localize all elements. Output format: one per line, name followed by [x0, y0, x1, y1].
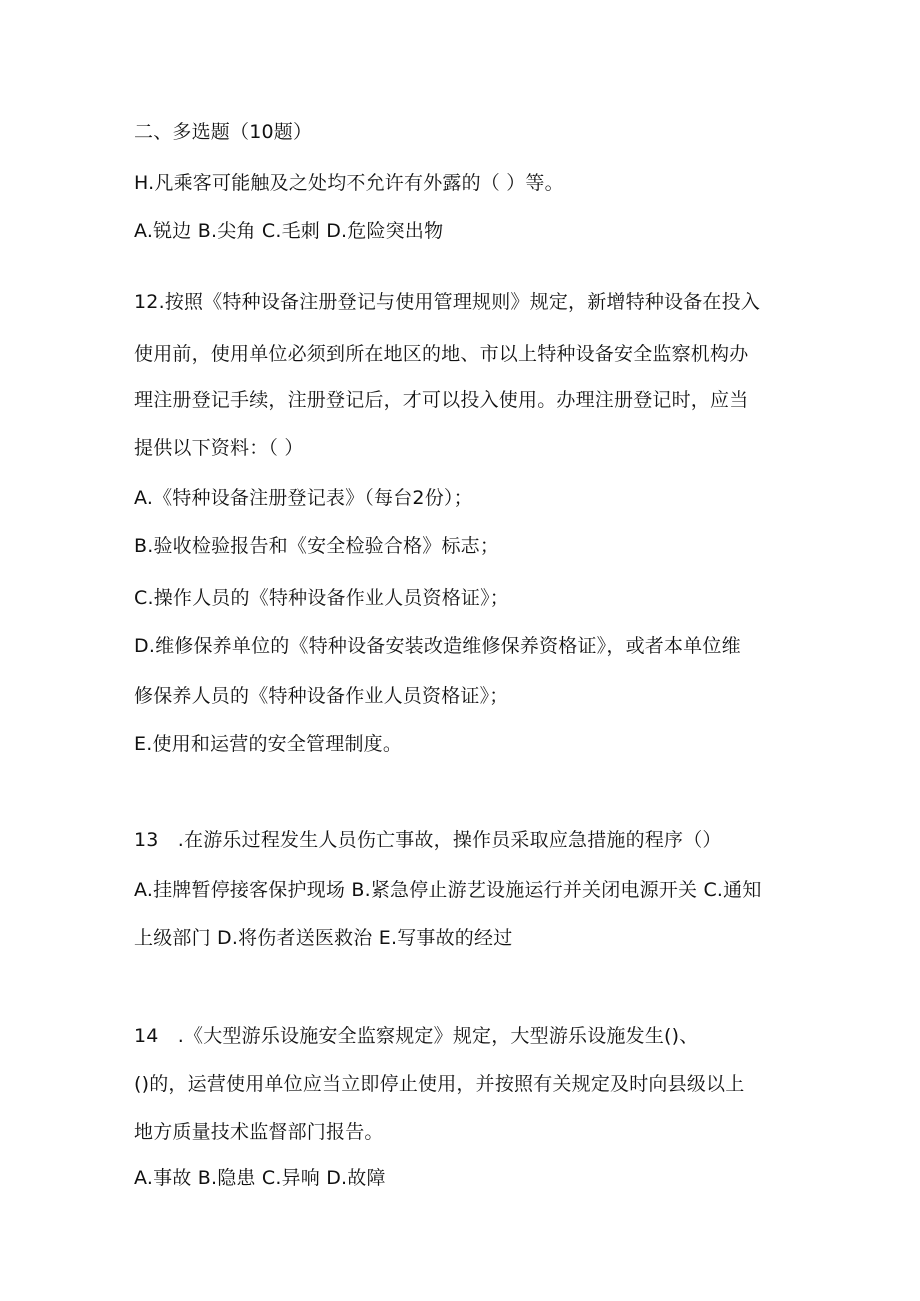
q12-stem-line-4: 提供以下资料：（ ）	[134, 437, 304, 459]
q12-option-d-line-2: 修保养人员的《特种设备作业人员资格证》；	[134, 685, 509, 707]
q14-stem-line-3: 地方质量技术监督部门报告。	[134, 1121, 384, 1143]
q14-options: A.事故 B.隐患 C.异响 D.故障	[134, 1167, 386, 1189]
q12-stem-line-3: 理注册登记手续，注册登记后，才可以投入使用。办理注册登记时，应当	[134, 389, 749, 411]
q11-options: A.锐边 B.尖角 C.毛刺 D.危险突出物	[134, 220, 444, 242]
q13-stem: 13 .在游乐过程发生人员伤亡事故，操作员采取应急措施的程序（）	[134, 829, 722, 851]
q13-options-line-2: 上级部门 D.将伤者送医救治 E.写事故的经过	[134, 927, 513, 949]
q12-option-b: B.验收检验报告和《安全检验合格》标志；	[134, 535, 500, 557]
q12-stem-line-2: 使用前，使用单位必须到所在地区的地、市以上特种设备安全监察机构办	[134, 343, 749, 365]
q13-options-line-1: A.挂牌暂停接客保护现场 B.紧急停止游艺设施运行并关闭电源开关 C.通知	[134, 879, 762, 901]
q12-option-a: A.《特种设备注册登记表》（每台2份）；	[134, 487, 473, 509]
q12-option-c: C.操作人员的《特种设备作业人员资格证》；	[134, 587, 510, 609]
q12-option-e: E.使用和运营的安全管理制度。	[134, 733, 403, 755]
q12-stem-line-1: 12.按照《特种设备注册登记与使用管理规则》规定，新增特种设备在投入	[134, 291, 761, 313]
q14-stem-line-2: ()的，运营使用单位应当立即停止使用，并按照有关规定及时向县级以上	[134, 1073, 745, 1095]
q14-stem-line-1: 14 .《大型游乐设施安全监察规定》规定，大型游乐设施发生()、	[134, 1025, 699, 1047]
q11-stem: H.凡乘客可能触及之处均不允许有外露的（ ）等。	[134, 172, 564, 194]
section-heading: 二、多选题（10题）	[134, 121, 313, 143]
q12-option-d-line-1: D.维修保养单位的《特种设备安装改造维修保养资格证》，或者本单位维	[134, 635, 741, 657]
